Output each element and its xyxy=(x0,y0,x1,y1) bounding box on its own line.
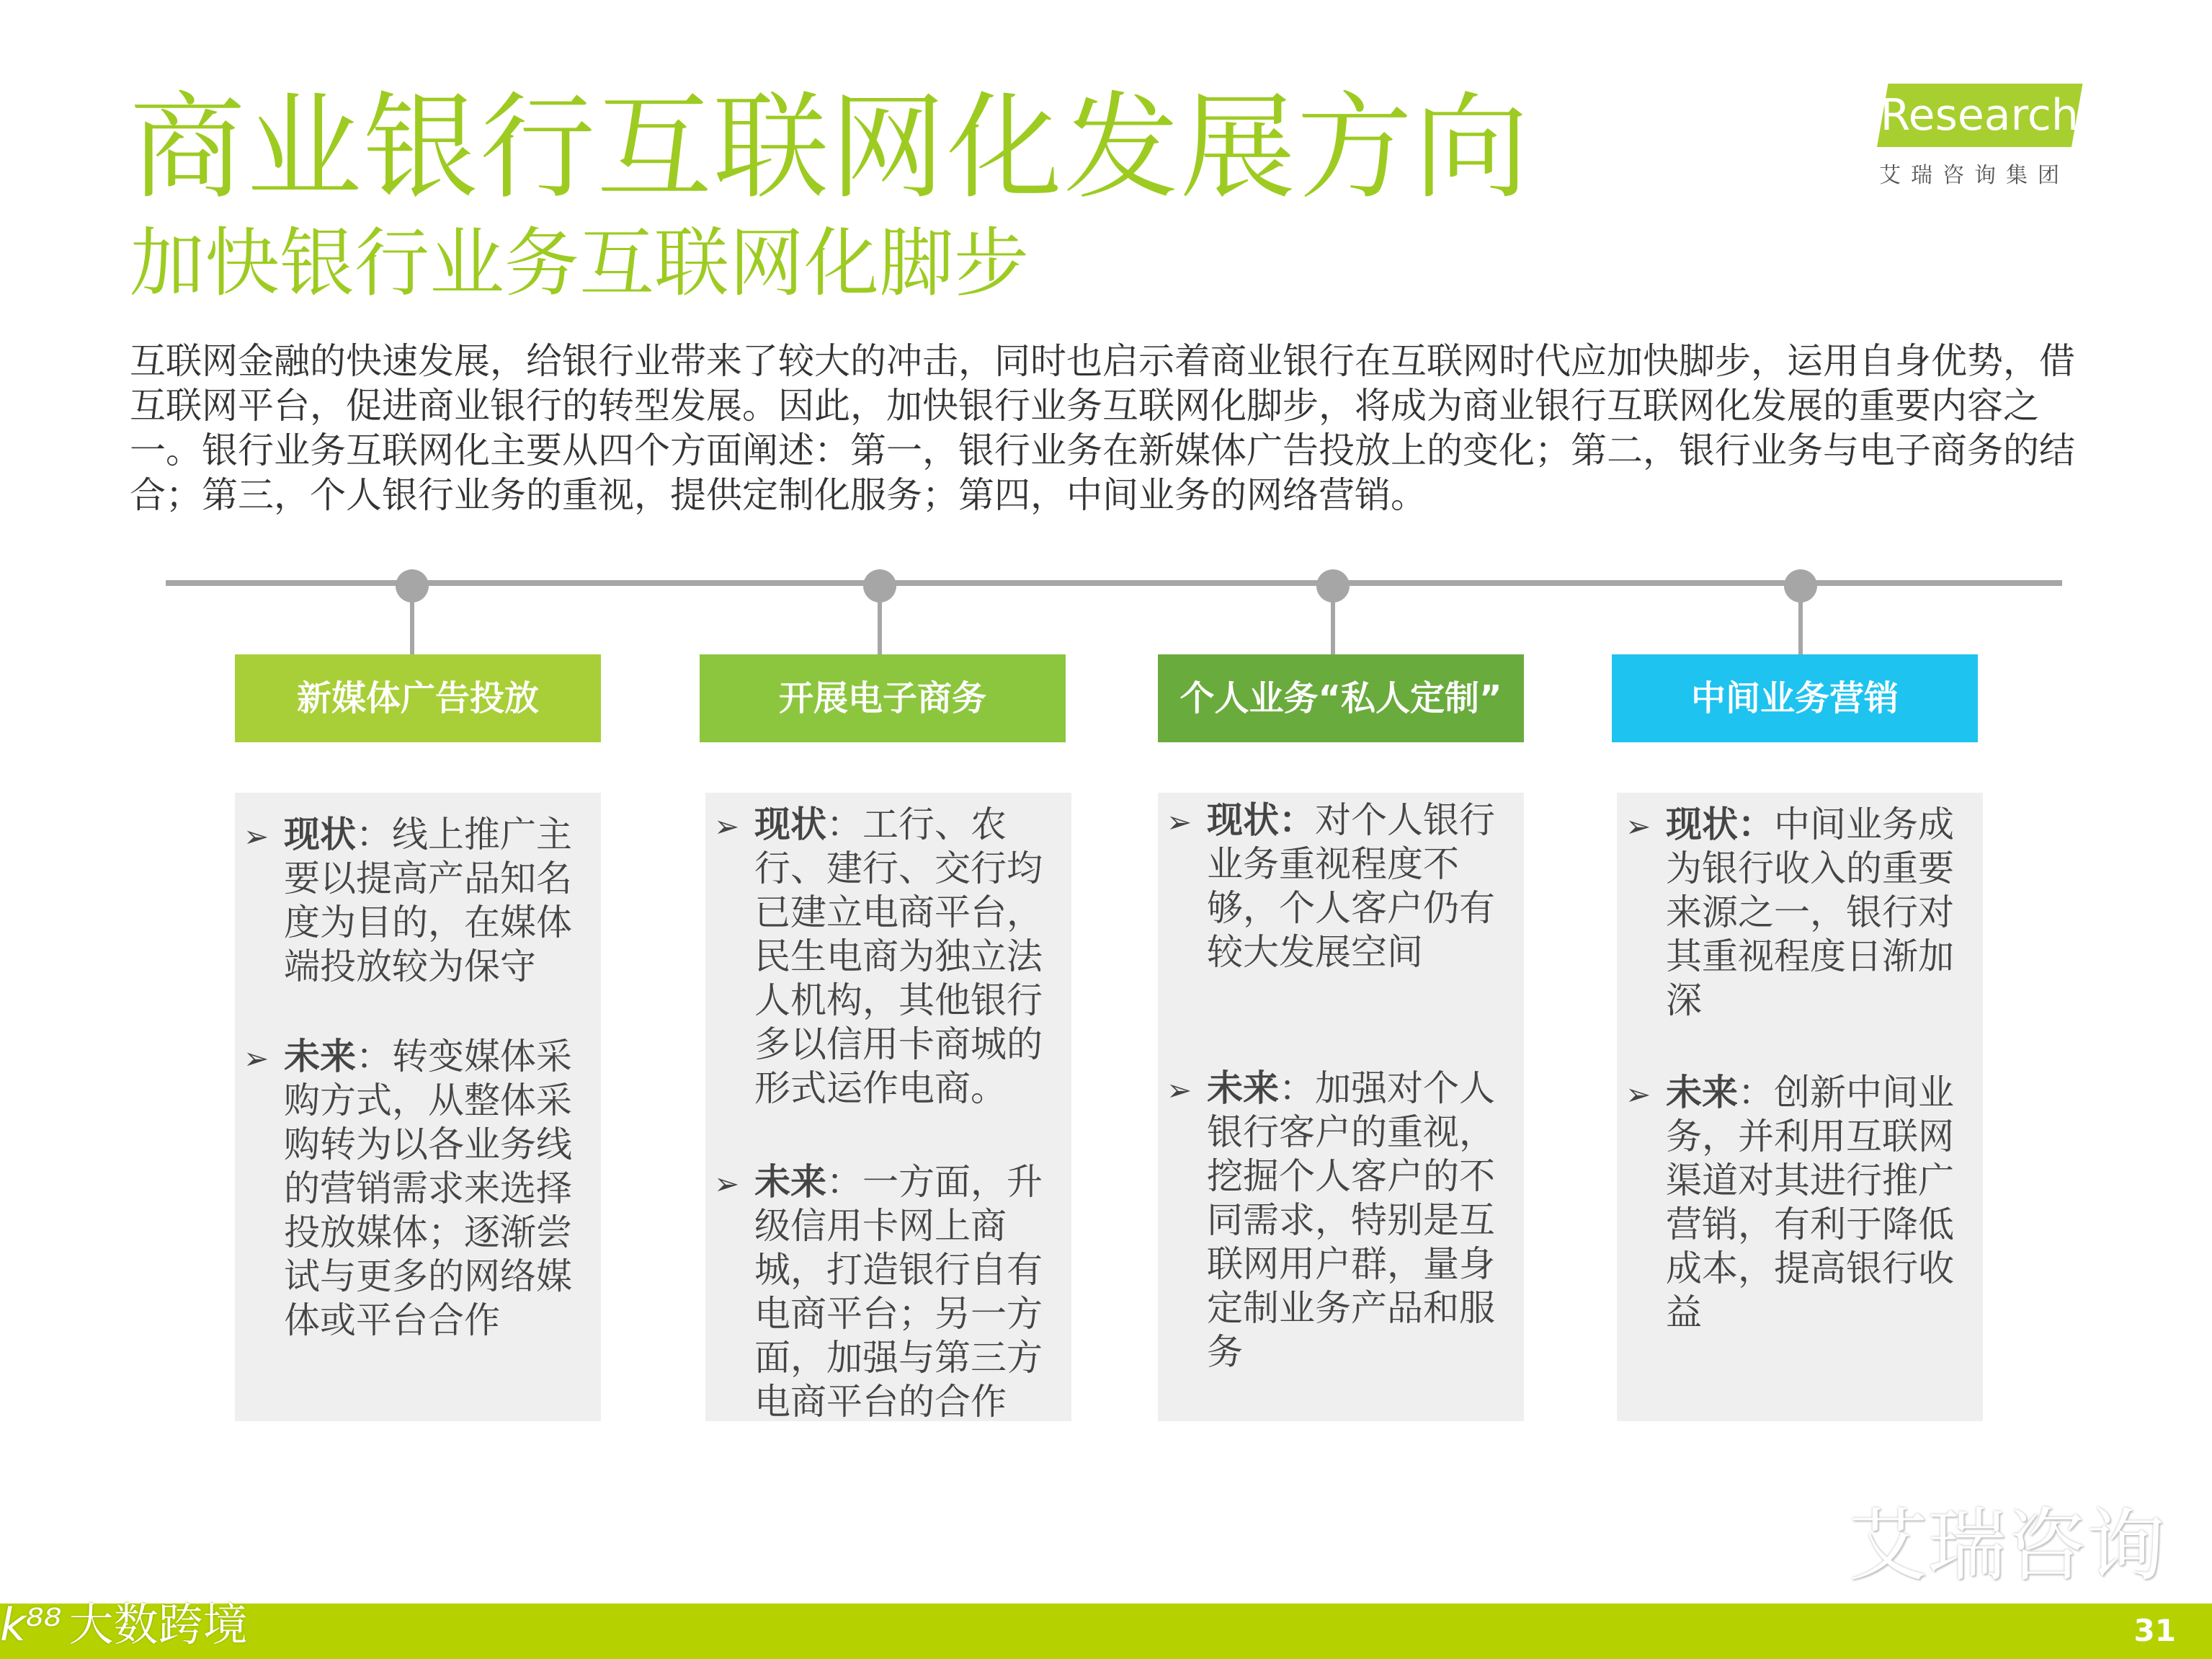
page-title: 商业银行互联网化发展方向 xyxy=(130,80,1531,215)
iresearch-logo xyxy=(1863,78,2086,193)
column-heading-ecommerce: 开展电子商务 xyxy=(700,654,1066,742)
item-label: 现状： xyxy=(1207,799,1315,841)
list-item xyxy=(714,803,1053,1111)
list-item xyxy=(1167,799,1505,974)
footer-logo-mark: k⁸⁸ xyxy=(0,1598,62,1651)
item-text: 加强对个人银行客户的重视，挖掘个人客户的不同需求，特别是互联网用户群，量身定制业务产品和服务 xyxy=(1207,1067,1495,1373)
item-sep: ： xyxy=(826,1161,862,1203)
item-label: 未来 xyxy=(1666,1072,1738,1113)
column-heading-new-media: 新媒体广告投放 xyxy=(235,654,601,742)
arrow-bullet-icon: ➢ xyxy=(1167,804,1192,840)
page-subtitle: 加快银行业务互联网化脚步 xyxy=(130,219,1030,307)
timeline-stem xyxy=(1331,595,1335,656)
arrow-bullet-icon: ➢ xyxy=(714,1166,740,1201)
column-panel-new-media xyxy=(235,793,601,1421)
column-panel-personal xyxy=(1158,793,1524,1421)
timeline-line xyxy=(166,580,2062,586)
arrow-bullet-icon: ➢ xyxy=(1625,1077,1651,1112)
item-label: 未来 xyxy=(1207,1067,1279,1109)
list-item xyxy=(244,1035,582,1343)
column-heading-personal: 个人业务“私人定制” xyxy=(1158,654,1524,742)
item-sep: ： xyxy=(1738,1072,1774,1113)
item-text: 中间业务成为银行收入的重要来源之一，银行对其重视程度日渐加深 xyxy=(1666,804,1954,1021)
item-text: 转变媒体采购方式，从整体采购转为以各业务线的营销需求来选择投放媒体；逐渐尝试与更多的网络媒体或平台合作 xyxy=(284,1036,572,1341)
footer-logo-text: 大数跨境 xyxy=(68,1598,248,1651)
list-item xyxy=(1625,1071,1964,1335)
logo-tagline: 艾瑞咨询集团 xyxy=(1879,163,2069,188)
footer-logo xyxy=(0,1593,248,1658)
item-label: 未来 xyxy=(284,1036,356,1077)
column-panel-intermediary xyxy=(1617,793,1983,1421)
arrow-bullet-icon: ➢ xyxy=(1625,809,1651,844)
item-sep: ： xyxy=(826,804,862,845)
watermark: 艾瑞咨询 xyxy=(1848,1500,2165,1592)
item-text: 一方面，升级信用卡网上商城，打造银行自有电商平台；另一方面，加强与第三方电商平台的合作 xyxy=(754,1161,1043,1421)
arrow-bullet-icon: ➢ xyxy=(1167,1072,1192,1108)
item-text: 线上推广主要以提高产品知名度为目的，在媒体端投放较为保守 xyxy=(284,814,572,987)
timeline-stem xyxy=(878,595,882,656)
item-text: 创新中间业务，并利用互联网渠道对其进行推广营销，有利于降低成本，提高银行收益 xyxy=(1666,1072,1954,1333)
timeline-stem xyxy=(1798,595,1803,656)
item-sep: ： xyxy=(1279,1067,1315,1109)
arrow-bullet-icon: ➢ xyxy=(244,819,269,854)
item-label: 现状 xyxy=(284,814,356,855)
column-heading-intermediary: 中间业务营销 xyxy=(1612,654,1978,742)
item-text: 对个人银行业务重视程度不够，个人客户仍有较大发展空间 xyxy=(1207,799,1495,973)
arrow-bullet-icon: ➢ xyxy=(244,1041,269,1076)
intro-paragraph: 互联网金融的快速发展，给银行业带来了较大的冲击，同时也启示着商业银行在互联网时代应加快脚步，运用自身优势，借互联网平台，促进商业银行的转型发展。因此，加快银行业务互联网化脚步，将成为商业银行互联网化发展的重要内容之一。银行业务互联网化主要从四个方面阐述：第一，银行业务在新媒体广告投放上的变化；第二，银行业务与电子商务的结合；第三，个人银行业务的重视，提供定制化服务；第四，中间业务的网络营销。 xyxy=(130,340,2075,516)
item-label: 现状 xyxy=(754,804,826,845)
list-item xyxy=(1167,1067,1505,1374)
item-text: 工行、农行、建行、交行均已建立电商平台，民生电商为独立法人机构，其他银行多以信用卡商城的形式运作电商。 xyxy=(754,804,1043,1109)
item-label: 现状： xyxy=(1666,804,1774,845)
item-label: 未来 xyxy=(754,1161,826,1203)
list-item xyxy=(1625,803,1964,1023)
timeline-stem xyxy=(410,595,414,656)
logo-brand: iResearch xyxy=(1868,90,2079,141)
item-sep: ： xyxy=(356,1036,392,1077)
list-item xyxy=(714,1160,1053,1421)
list-item xyxy=(244,813,582,989)
item-sep: ： xyxy=(356,814,392,855)
page-number: 31 xyxy=(2133,1613,2176,1648)
column-panel-ecommerce xyxy=(705,793,1071,1421)
arrow-bullet-icon: ➢ xyxy=(714,809,740,844)
footer-bar xyxy=(0,1604,2212,1659)
